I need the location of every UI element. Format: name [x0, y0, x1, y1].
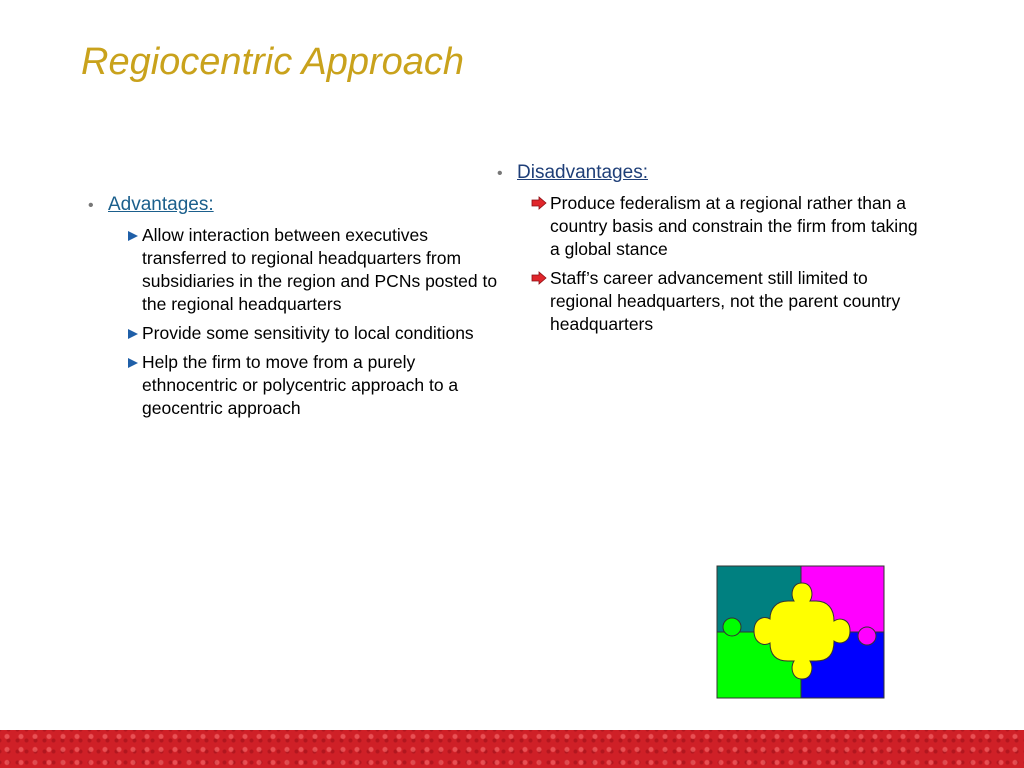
disadvantage-text: Produce federalism at a regional rather than a country basis and constrain the firm from taking a global stance [550, 193, 918, 259]
disadvantages-link[interactable]: Disadvantages: [517, 162, 648, 183]
advantage-item [127, 224, 518, 316]
advantages-heading [88, 193, 518, 218]
advantage-item [127, 351, 518, 420]
disadvantages-list [531, 192, 927, 336]
puzzle-knob-green [723, 618, 741, 636]
disadvantage-item [531, 192, 927, 261]
advantage-text: Provide some sensitivity to local conditions [142, 323, 474, 343]
arrow-bullet-icon [531, 196, 547, 210]
advantage-item [127, 322, 518, 345]
puzzle-knob-magenta [858, 627, 876, 645]
slide-title: Regiocentric Approach [81, 41, 465, 83]
triangle-bullet-icon [127, 230, 139, 242]
disadvantages-column [497, 161, 927, 342]
bullet-dot-icon: • [497, 165, 503, 182]
disadvantage-item [531, 267, 927, 336]
advantages-list [127, 224, 518, 420]
bullet-dot-icon: • [88, 197, 94, 214]
triangle-bullet-icon [127, 357, 139, 369]
advantage-text: Help the firm to move from a purely ethnocentric or polycentric approach to a geocentric approach [142, 352, 459, 418]
arrow-bullet-icon [531, 271, 547, 285]
disadvantage-text: Staff’s career advancement still limited to regional headquarters, not the parent country headquarters [550, 268, 901, 334]
triangle-bullet-icon [127, 328, 139, 340]
advantages-link[interactable]: Advantages: [108, 194, 214, 215]
footer-band [0, 730, 1024, 768]
puzzle-image [716, 565, 885, 699]
disadvantages-heading [497, 161, 927, 186]
advantages-column [88, 193, 518, 426]
advantage-text: Allow interaction between executives transferred to regional headquarters from subsidiaries in the region and PCNs posted to the regional headquarters [142, 225, 498, 314]
